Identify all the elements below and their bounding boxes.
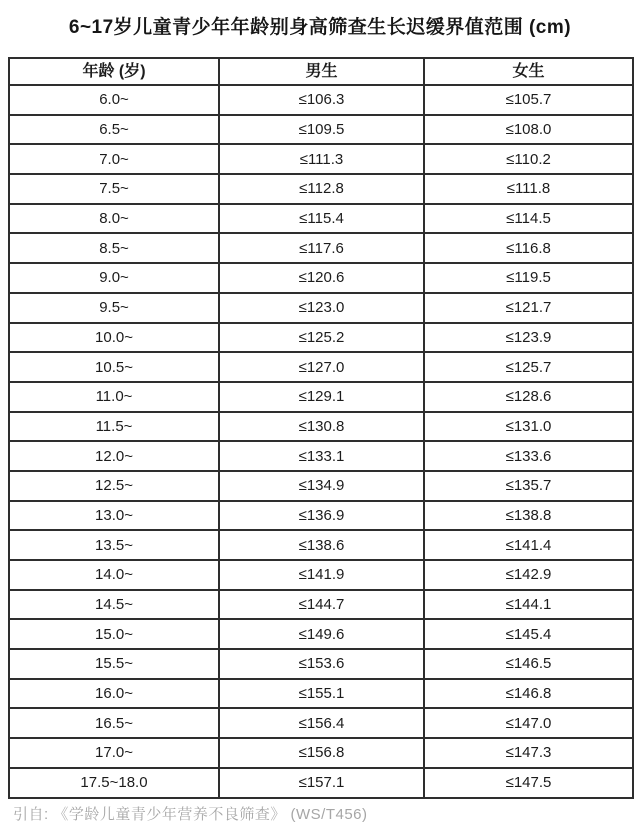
girls-cell: ≤108.0 [424,115,633,145]
header-girls: 女生 [424,58,633,85]
table-row [9,352,633,382]
girls-cell: ≤138.8 [424,501,633,531]
table-row [9,441,633,471]
girls-cell: ≤146.5 [424,649,633,679]
table-row [9,233,633,263]
girls-cell: ≤123.9 [424,323,633,353]
boys-cell: ≤153.6 [219,649,424,679]
girls-cell: ≤147.5 [424,768,633,798]
table-row [9,768,633,798]
boys-cell: ≤134.9 [219,471,424,501]
girls-cell: ≤110.2 [424,144,633,174]
girls-cell: ≤114.5 [424,204,633,234]
age-cell: 7.5~ [9,174,219,204]
age-cell: 14.0~ [9,560,219,590]
table-row [9,738,633,768]
age-cell: 16.5~ [9,708,219,738]
boys-cell: ≤130.8 [219,412,424,442]
boys-cell: ≤111.3 [219,144,424,174]
age-cell: 8.0~ [9,204,219,234]
boys-cell: ≤136.9 [219,501,424,531]
girls-cell: ≤128.6 [424,382,633,412]
girls-cell: ≤105.7 [424,85,633,115]
age-cell: 7.0~ [9,144,219,174]
boys-cell: ≤127.0 [219,352,424,382]
age-cell: 15.5~ [9,649,219,679]
girls-cell: ≤147.3 [424,738,633,768]
table-row [9,619,633,649]
age-cell: 16.0~ [9,679,219,709]
table-row [9,85,633,115]
girls-cell: ≤116.8 [424,233,633,263]
boys-cell: ≤149.6 [219,619,424,649]
boys-cell: ≤109.5 [219,115,424,145]
table-row [9,649,633,679]
boys-cell: ≤117.6 [219,233,424,263]
age-cell: 14.5~ [9,590,219,620]
age-cell: 10.0~ [9,323,219,353]
age-cell: 13.5~ [9,530,219,560]
age-cell: 11.5~ [9,412,219,442]
table-row [9,293,633,323]
boys-cell: ≤120.6 [219,263,424,293]
table-row [9,382,633,412]
boys-cell: ≤112.8 [219,174,424,204]
girls-cell: ≤121.7 [424,293,633,323]
girls-cell: ≤135.7 [424,471,633,501]
boys-cell: ≤156.8 [219,738,424,768]
girls-cell: ≤145.4 [424,619,633,649]
girls-cell: ≤119.5 [424,263,633,293]
girls-cell: ≤141.4 [424,530,633,560]
table-row [9,115,633,145]
boys-cell: ≤115.4 [219,204,424,234]
table-body [9,85,633,798]
boys-cell: ≤129.1 [219,382,424,412]
header-age: 年龄 (岁) [9,58,219,85]
age-cell: 8.5~ [9,233,219,263]
boys-cell: ≤123.0 [219,293,424,323]
age-cell: 17.5~18.0 [9,768,219,798]
table-row [9,412,633,442]
age-cell: 12.5~ [9,471,219,501]
boys-cell: ≤156.4 [219,708,424,738]
boys-cell: ≤133.1 [219,441,424,471]
age-cell: 13.0~ [9,501,219,531]
age-cell: 12.0~ [9,441,219,471]
age-cell: 10.5~ [9,352,219,382]
girls-cell: ≤111.8 [424,174,633,204]
age-cell: 11.0~ [9,382,219,412]
table-row [9,471,633,501]
age-cell: 9.0~ [9,263,219,293]
girls-cell: ≤146.8 [424,679,633,709]
girls-cell: ≤131.0 [424,412,633,442]
table-row [9,530,633,560]
table-row [9,501,633,531]
table-row [9,708,633,738]
table-row [9,174,633,204]
growth-reference-table [8,57,634,799]
age-cell: 6.0~ [9,85,219,115]
table-row [9,263,633,293]
girls-cell: ≤147.0 [424,708,633,738]
table-row [9,144,633,174]
boys-cell: ≤138.6 [219,530,424,560]
boys-cell: ≤144.7 [219,590,424,620]
page-title: 6~17岁儿童青少年年龄别身高筛查生长迟缓界值范围 (cm) [68,17,572,38]
table-row [9,204,633,234]
boys-cell: ≤106.3 [219,85,424,115]
header-boys: 男生 [219,58,424,85]
girls-cell: ≤144.1 [424,590,633,620]
table-row [9,679,633,709]
table-row [9,590,633,620]
boys-cell: ≤125.2 [219,323,424,353]
table-row [9,560,633,590]
girls-cell: ≤133.6 [424,441,633,471]
citation-text: 引自: 《学龄儿童青少年营养不良筛查》 (WS/T456) [13,806,368,823]
age-cell: 17.0~ [9,738,219,768]
table-row [9,323,633,353]
girls-cell: ≤142.9 [424,560,633,590]
header-row [9,58,633,85]
age-cell: 6.5~ [9,115,219,145]
boys-cell: ≤155.1 [219,679,424,709]
table-header [9,58,633,85]
age-cell: 9.5~ [9,293,219,323]
boys-cell: ≤141.9 [219,560,424,590]
boys-cell: ≤157.1 [219,768,424,798]
age-cell: 15.0~ [9,619,219,649]
girls-cell: ≤125.7 [424,352,633,382]
